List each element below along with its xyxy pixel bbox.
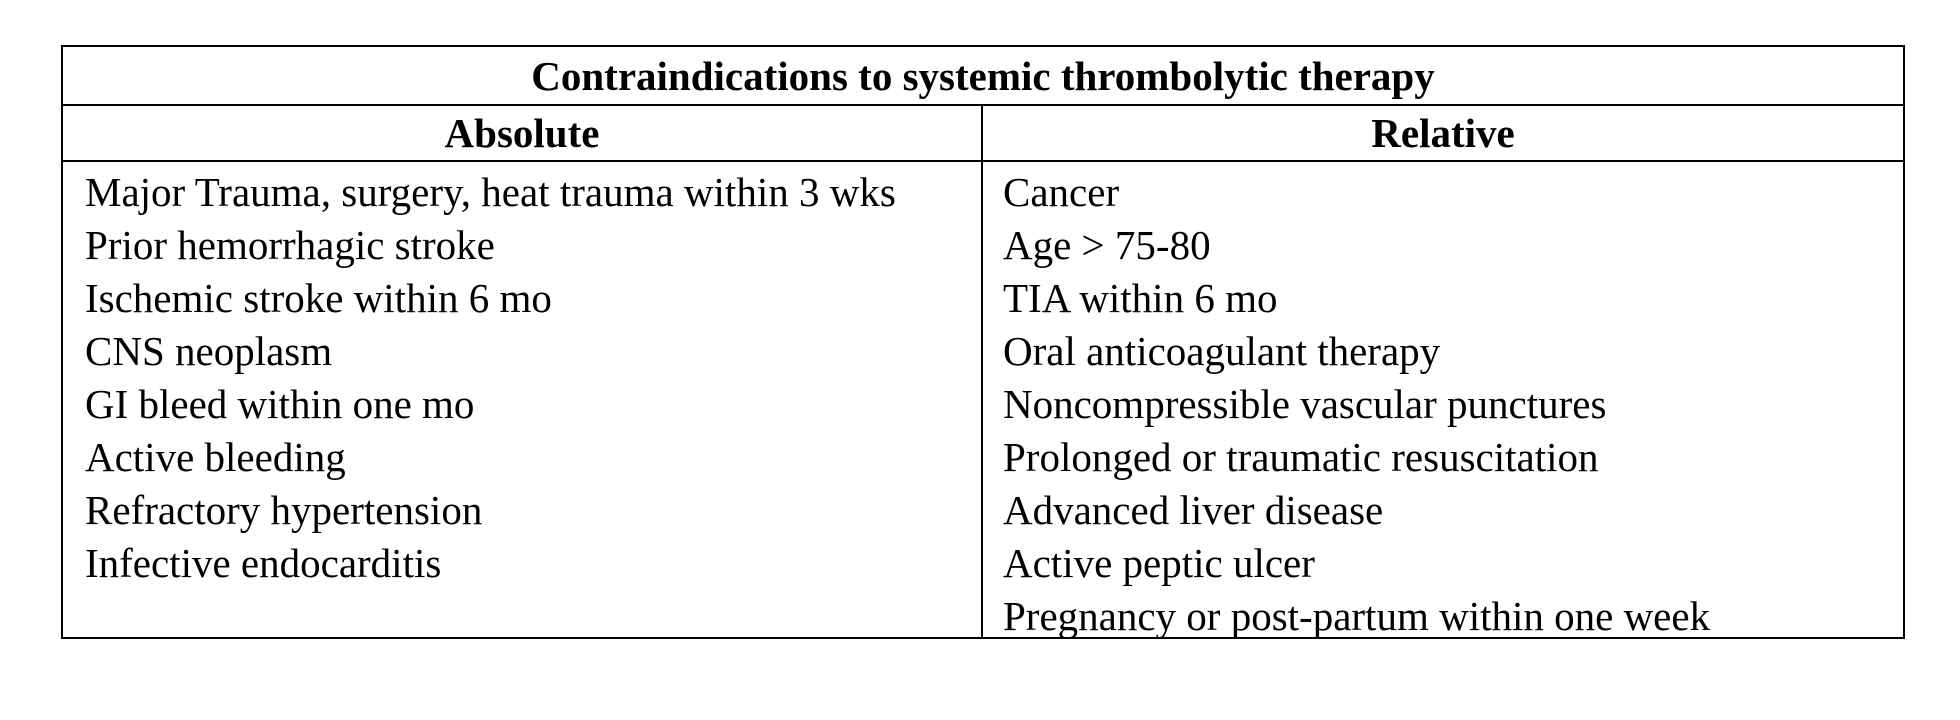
table-title: Contraindications to systemic thrombolytic therapy	[63, 47, 1903, 106]
relative-item: Oral anticoagulant therapy	[1003, 328, 1441, 374]
relative-item: Noncompressible vascular punctures	[1003, 381, 1607, 427]
relative-item: Pregnancy or post-partum within one week	[1003, 593, 1711, 639]
absolute-item: Active bleeding	[85, 434, 346, 480]
absolute-item: CNS neoplasm	[85, 328, 333, 374]
absolute-item: Refractory hypertension	[85, 487, 483, 533]
contraindications-table	[61, 45, 1905, 639]
relative-item: Cancer	[1003, 169, 1120, 215]
table-header-row	[63, 106, 1903, 162]
header-absolute: Absolute	[63, 106, 983, 160]
relative-column	[983, 162, 1903, 637]
relative-item: Prolonged or traumatic resuscitation	[1003, 434, 1599, 480]
absolute-item: Infective endocarditis	[85, 540, 442, 586]
relative-item: Active peptic ulcer	[1003, 540, 1315, 586]
relative-item: Advanced liver disease	[1003, 487, 1384, 533]
absolute-column	[63, 162, 983, 637]
absolute-item: Prior hemorrhagic stroke	[85, 222, 495, 268]
absolute-item: Ischemic stroke within 6 mo	[85, 275, 552, 321]
table-body-row	[63, 162, 1903, 637]
header-relative: Relative	[1371, 110, 1515, 156]
absolute-item: Major Trauma, surgery, heat trauma within 3 wks	[85, 169, 896, 215]
relative-item: Age > 75-80	[1003, 222, 1211, 268]
relative-item: TIA within 6 mo	[1003, 275, 1278, 321]
absolute-item: GI bleed within one mo	[85, 381, 475, 427]
